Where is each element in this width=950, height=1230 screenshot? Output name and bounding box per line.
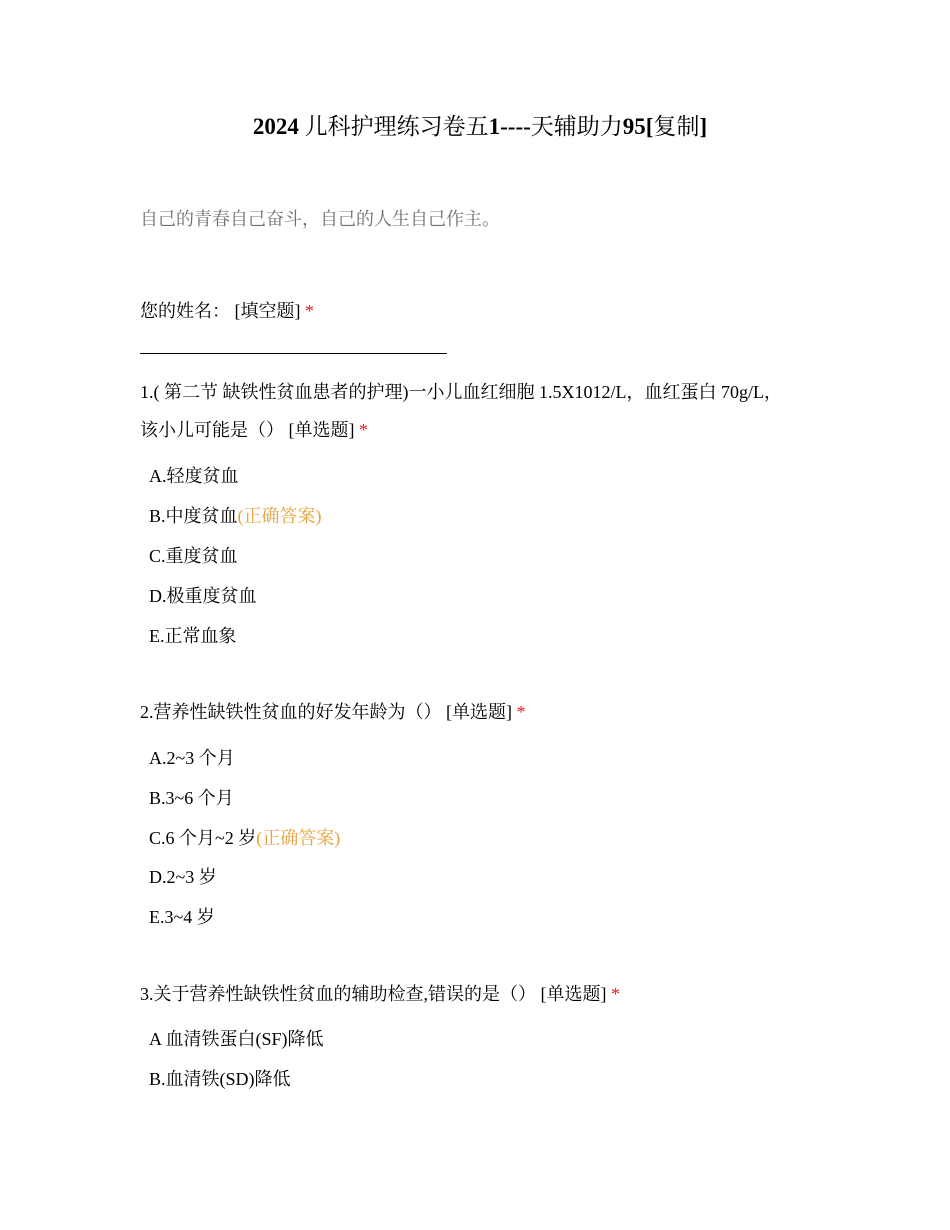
required-mark: * <box>611 984 620 1004</box>
option-1a[interactable]: A.轻度贫血 <box>149 466 239 486</box>
option-2a[interactable]: A.2~3 个月 <box>149 748 235 768</box>
option-1c[interactable]: C.重度贫血 <box>149 546 238 566</box>
question-type: [单选题] <box>540 984 607 1004</box>
question-type: [单选题] <box>288 420 355 440</box>
question-type: [单选题] <box>446 702 512 722</box>
correct-answer-tag: (正确答案) <box>237 506 322 526</box>
required-mark: * <box>516 702 526 722</box>
question-type: [填空题] <box>234 301 301 321</box>
option-1e[interactable]: E.正常血象 <box>149 626 237 646</box>
survey-intro: 自己的青春自己奋斗，自己的人生自己作主。 <box>140 209 500 230</box>
option-2b[interactable]: B.3~6 个月 <box>149 788 234 808</box>
option-2d[interactable]: D.2~3 岁 <box>149 867 217 887</box>
page-title: 2024 儿科护理练习卷五1----天辅助力95[复制] <box>252 114 708 139</box>
question-1-line1: 1.( 第二节 缺铁性贫血患者的护理)一小儿血红细胞 1.5X1012/L，血红蛋白 70g/L， <box>140 382 782 402</box>
option-2c[interactable]: C.6 个月~2 岁(正确答案) <box>149 828 341 848</box>
question-label: 您的姓名： <box>140 301 230 321</box>
question-1-line2: 该小儿可能是（） [单选题] * <box>140 420 368 440</box>
required-mark: * <box>359 420 368 440</box>
name-input-line[interactable] <box>140 353 447 354</box>
option-2e[interactable]: E.3~4 岁 <box>149 907 215 927</box>
question-3: 3.关于营养性缺铁性贫血的辅助检查,错误的是（） [单选题] * <box>140 984 620 1004</box>
correct-answer-tag: (正确答案) <box>256 828 341 848</box>
question-2: 2.营养性缺铁性贫血的好发年龄为（） [单选题] * <box>140 702 526 722</box>
name-question <box>140 292 314 330</box>
option-3b[interactable]: B.血清铁(SD)降低 <box>149 1069 291 1089</box>
option-1b[interactable]: B.中度贫血(正确答案) <box>149 506 322 526</box>
option-1d[interactable]: D.极重度贫血 <box>149 586 257 606</box>
required-mark: * <box>305 301 314 321</box>
option-3a[interactable]: A 血清铁蛋白(SF)降低 <box>149 1029 324 1049</box>
